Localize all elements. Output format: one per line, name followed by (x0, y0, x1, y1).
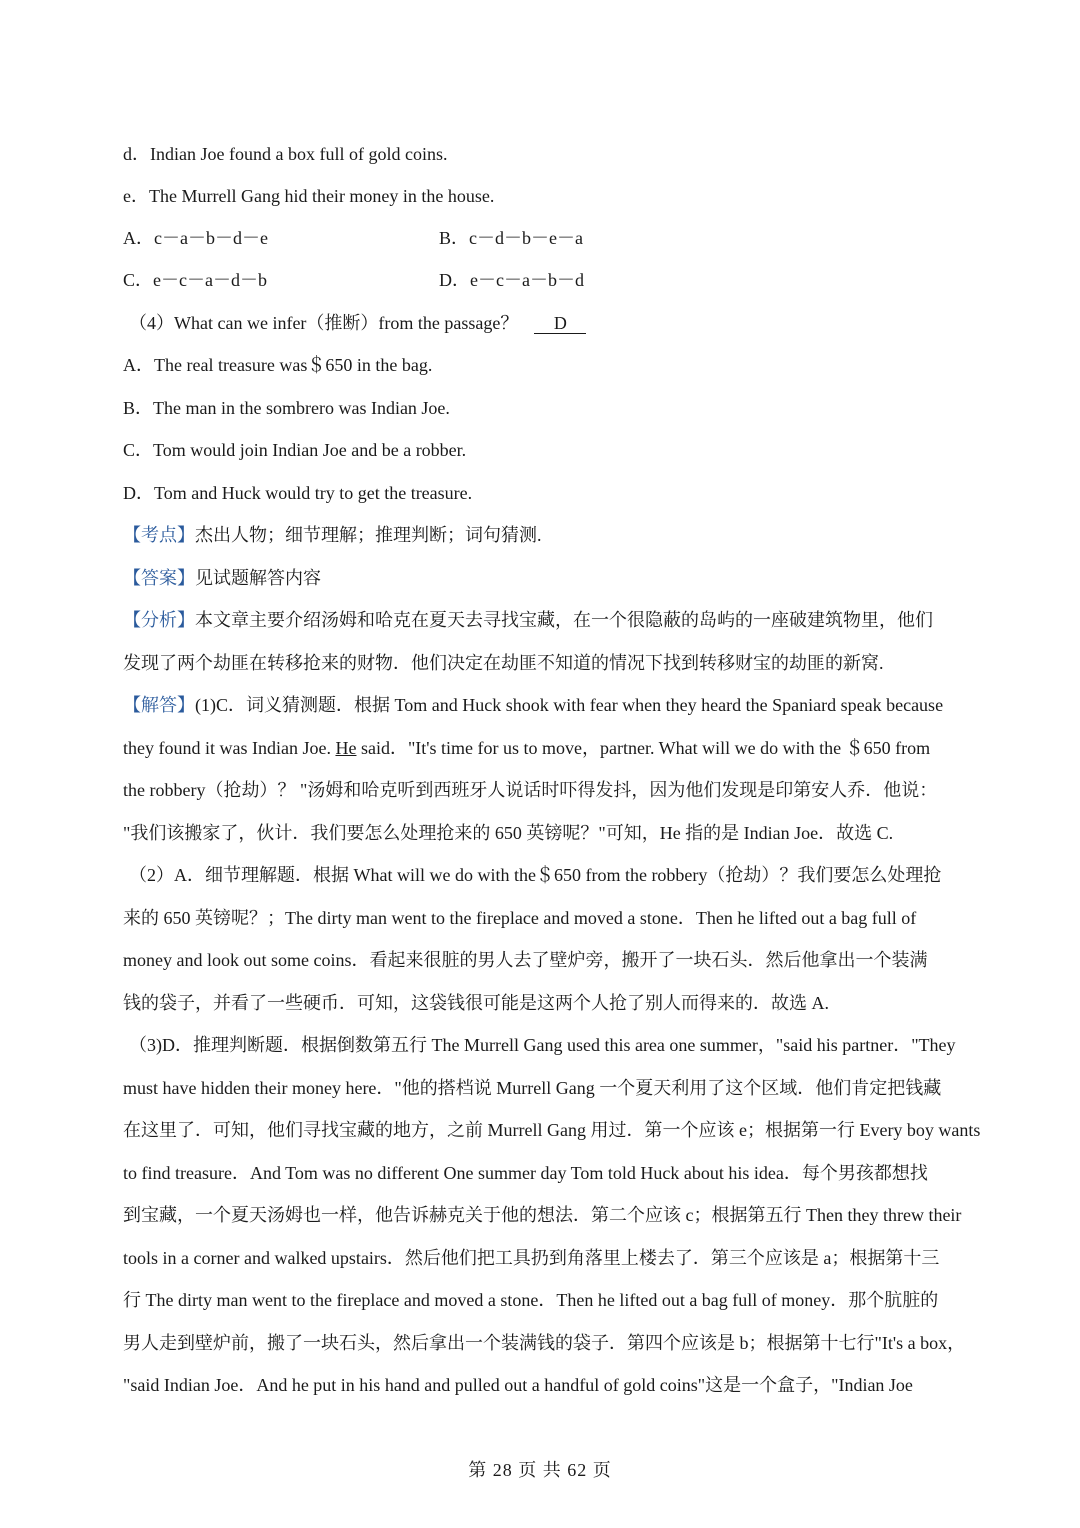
q4-choice-c: C．Tom would join Indian Joe and be a robber. (123, 440, 467, 460)
jieda-line: tools in a corner and walked upstairs．然后他们把工具扔到角落里上楼去了．第三个应该是 a；根据第十三 (123, 1248, 940, 1268)
fenxi-line: 本文章主要介绍汤姆和哈克在夏天去寻找宝藏，在一个很隐蔽的岛屿的一座破建筑物里，他们 (195, 610, 933, 630)
q3-choice-b: B．c－d－b－e－a (439, 228, 583, 248)
q4-prompt (129, 311, 999, 335)
jieda-line: （3)D．推理判断题．根据倒数第五行 The Murrell Gang used this area one summer，"said his partner．"They (129, 1035, 956, 1055)
sequence-item-d: d．Indian Joe found a box full of gold coins. (123, 144, 448, 164)
jieda-line: 钱的袋子，并看了一些硬币．可知，这袋钱很可能是这两个人抢了别人而得来的．故选 A. (123, 993, 829, 1013)
jieda-tag: 【解答】 (123, 695, 195, 715)
jieda-line: must have hidden their money here．"他的搭档说 Murrell Gang 一个夏天利用了这个区域．他们肯定把钱藏 (123, 1078, 942, 1098)
daan-section (123, 566, 993, 590)
q3-choice-c: C．e－c－a－d－b (123, 270, 267, 290)
jieda-line: 到宝藏，一个夏天汤姆也一样，他告诉赫克关于他的想法．第二个应该 c；根据第五行 Then they threw their (123, 1205, 962, 1225)
fenxi-tag: 【分析】 (123, 610, 195, 630)
jieda-line (123, 736, 993, 760)
daan-text: 见试题解答内容 (195, 568, 321, 588)
q4-answer: D (534, 313, 586, 334)
kaodian-tag: 【考点】 (123, 525, 195, 545)
fenxi-section (123, 608, 993, 632)
fenxi-line: 发现了两个劫匪在转移抢来的财物．他们决定在劫匪不知道的情况下找到转移财宝的劫匪的新窝. (123, 653, 884, 673)
jieda-line: 来的 650 英镑呢？；The dirty man went to the fireplace and moved a stone．Then he lifted out a bag full of (123, 908, 917, 928)
jieda-line: to find treasure．And Tom was no different One summer day Tom told Huck about his idea．每个男孩都想找 (123, 1163, 928, 1183)
kaodian-section (123, 523, 993, 547)
kaodian-text: 杰出人物；细节理解；推理判断；词句猜测. (195, 525, 542, 545)
jieda-line: "said Indian Joe．And he put in his hand and pulled out a handful of gold coins"这是一个盒子，"Indian Joe (123, 1375, 913, 1395)
jieda-line-post: said．"It's time for us to move，partner. What will we do with the ＄650 from (356, 738, 931, 758)
jieda-line: the robbery（抢劫）？ "汤姆和哈克听到西班牙人说话时吓得发抖，因为他们发现是印第安人乔．他说： (123, 780, 938, 800)
jieda-line: money and look out some coins．看起来很脏的男人去了壁炉旁，搬开了一块石头．然后他拿出一个装满 (123, 950, 928, 970)
jieda-line: (1)C．词义猜测题．根据 Tom and Huck shook with fear when they heard the Spaniard speak because (195, 695, 944, 715)
jieda-section (123, 693, 993, 717)
jieda-line: 行 The dirty man went to the fireplace and moved a stone．Then he lifted out a bag full of money．那个肮脏的 (123, 1290, 939, 1310)
q3-choice-a: A．c－a－b－d－e (123, 228, 268, 248)
jieda-line: 在这里了．可知，他们寻找宝藏的地方，之前 Murrell Gang 用过．第一个应该 e；根据第一行 Every boy wants (123, 1120, 981, 1140)
jieda-underlined-he: He (335, 738, 357, 758)
q4-choice-b: B．The man in the sombrero was Indian Joe. (123, 398, 450, 418)
sequence-item-e: e．The Murrell Gang hid their money in the house. (123, 186, 495, 206)
q4-prompt-text: （4）What can we infer（推断）from the passage？ (129, 313, 519, 333)
daan-tag: 【答案】 (123, 568, 195, 588)
jieda-line-pre: they found it was Indian Joe. (123, 738, 331, 758)
jieda-line: 男人走到壁炉前，搬了一块石头，然后拿出一个装满钱的袋子．第四个应该是 b；根据第十七行"It's a box， (123, 1333, 966, 1353)
q3-choice-d: D．e－c－a－b－d (439, 270, 584, 290)
jieda-line: "我们该搬家了，伙计．我们要怎么处理抢来的 650 英镑呢？"可知，He 指的是 Indian Joe．故选 C. (123, 823, 894, 843)
q4-choice-a: A．The real treasure was＄650 in the bag. (123, 355, 433, 375)
page-number-footer: 第 28 页 共 62 页 (468, 1460, 612, 1480)
q4-choice-d: D．Tom and Huck would try to get the treasure. (123, 483, 473, 503)
jieda-line: （2）A．细节理解题．根据 What will we do with the＄650 from the robbery（抢劫）？我们要怎么处理抢 (129, 865, 942, 885)
